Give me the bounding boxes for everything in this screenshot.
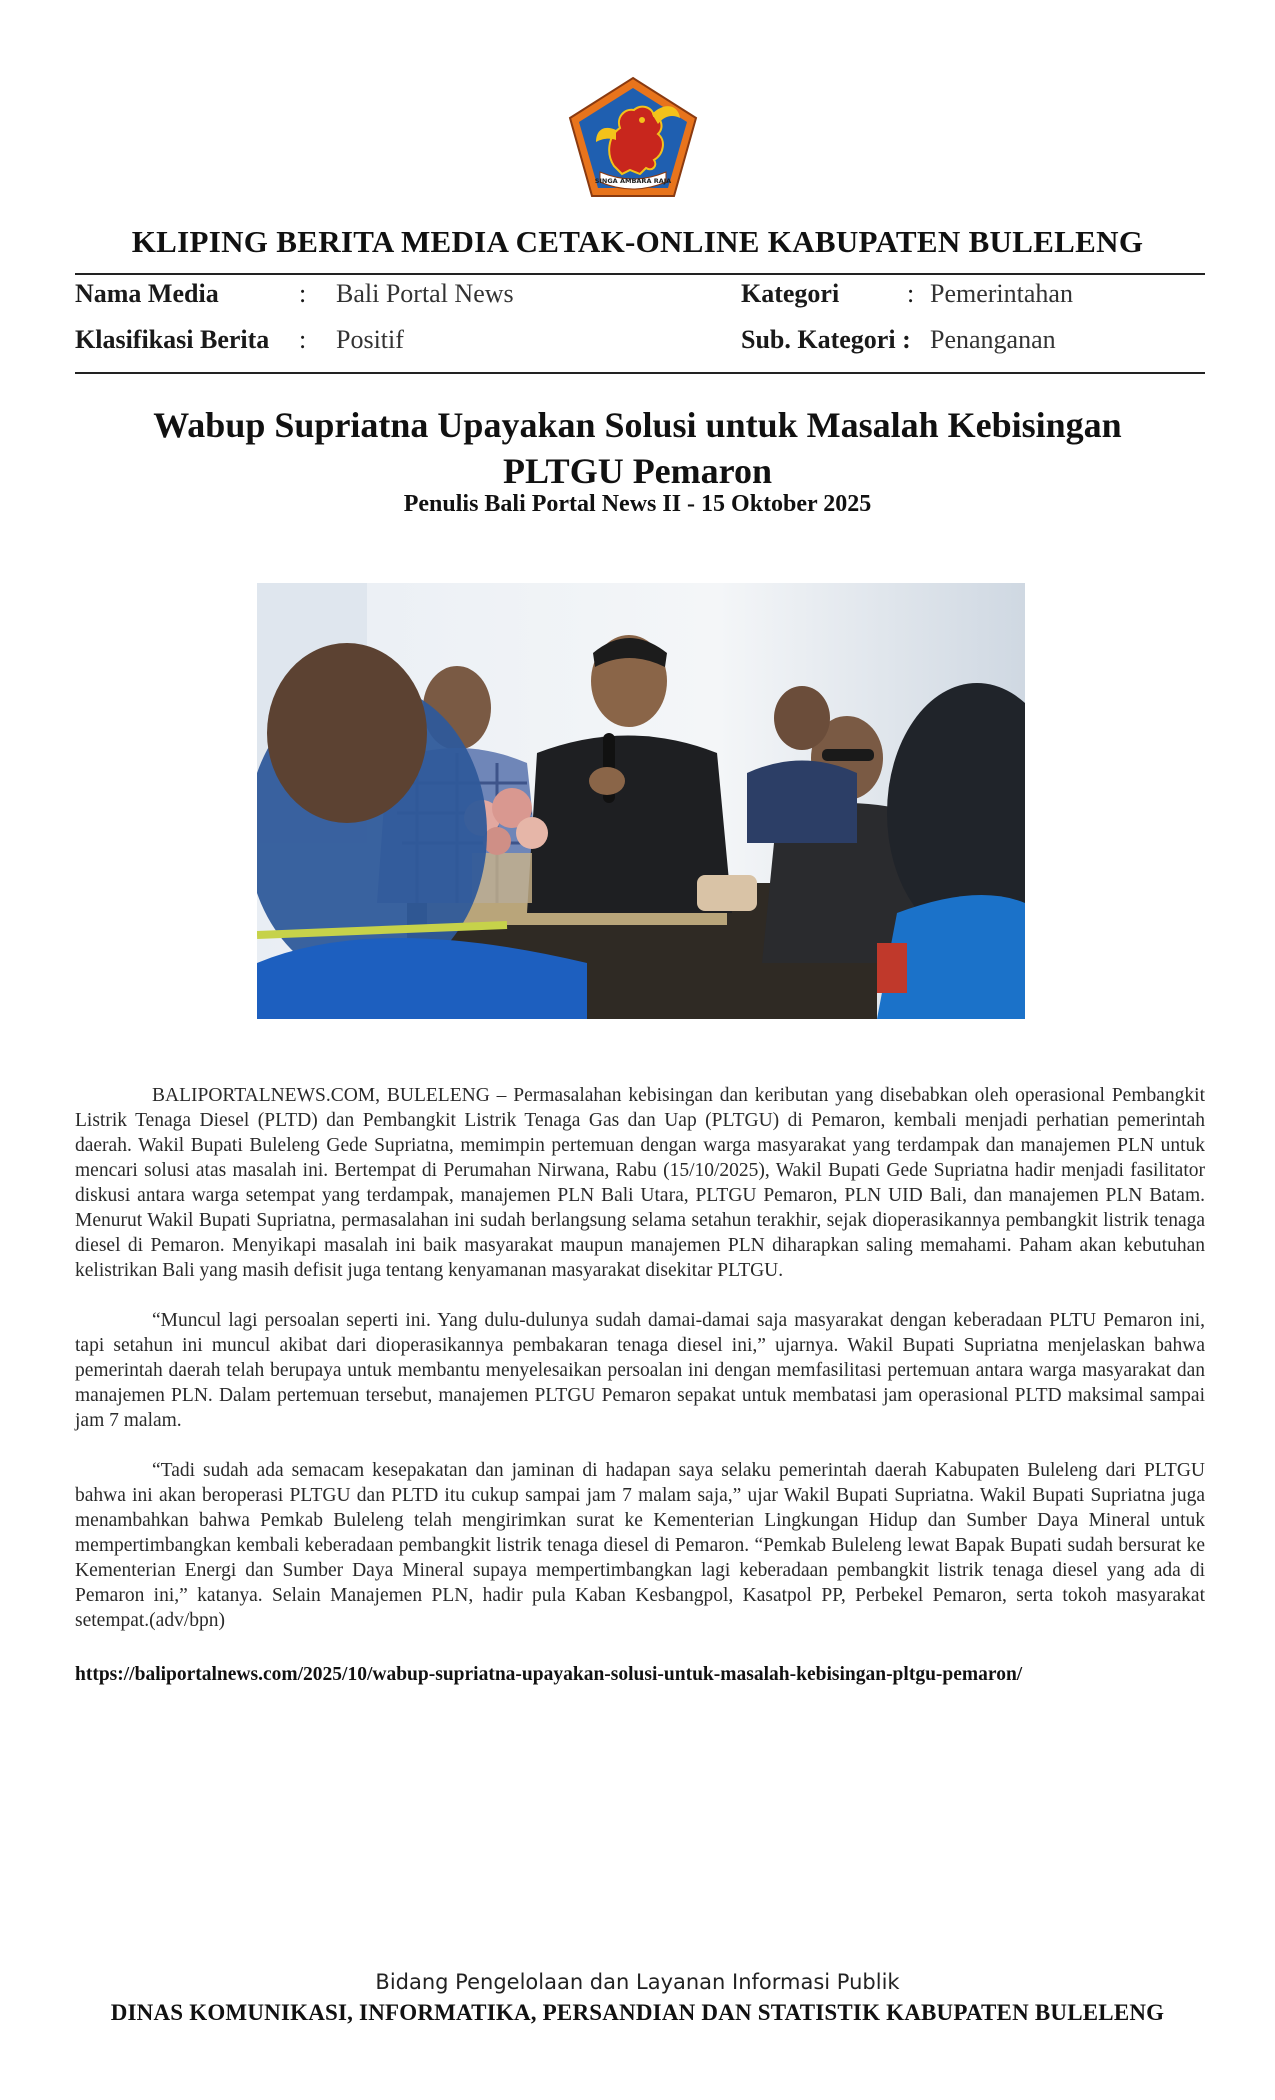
subcategory-value: Penanganan [930, 325, 1056, 354]
category-label: Kategori [741, 279, 840, 308]
article-title: Wabup Supriatna Upayakan Solusi untuk Masalah Kebisingan PLTGU Pemaron [153, 405, 1122, 491]
media-name-label: Nama Media [75, 279, 219, 308]
meta-row-media [75, 279, 1205, 319]
classification-colon: : [299, 325, 307, 354]
subcategory-label: Sub. Kategori : [741, 325, 911, 354]
article-paragraph-2: “Muncul lagi persoalan seperti ini. Yang dulu-dulunya sudah damai-damai saja masyarakat dengan keberadaan PLTU Pemaron ini, tapi setahun ini muncul akibat dari dioperasikannya pembakaran tenaga diesel ini,” ujarnya. Wakil Bupati Supriatna menjelaskan bahwa pemerintah daerah telah berupaya untuk membantu menyelesaikan persoalan ini dengan memfasilitasi pertemuan antara warga masyarakat dan manajemen PLN. Dalam pertemuan tersebut, manajemen PLTGU Pemaron sepakat untuk membatasi jam operasional PLTD maksimal sampai jam 7 malam. [75, 1310, 1205, 1431]
article-paragraph-3: “Tadi sudah ada semacam kesepakatan dan jaminan di hadapan saya selaku pemerintah daerah Kabupaten Buleleng dari PLTGU bahwa ini akan beroperasi PLTGU dan PLTD itu cukup sampai jam 7 malam saja,” ujar Wakil Bupati Supriatna. Wakil Bupati Supriatna juga menambahkan bahwa Pemkab Buleleng telah mengirimkan surat ke Kementerian Lingkungan Hidup dan Sumber Daya Mineral untuk mempertimbangkan kembali keberadaan pembangkit listrik tenaga diesel di Pemaron. “Pemkab Buleleng lewat Bapak Bupati sudah bersurat ke Kementerian Energi dan Sumber Daya Mineral supaya mempertimbangkan lagi keberadaan pembangkit listrik tenaga diesel yang ada di Pemaron ini,” katanya. Selain Manajemen PLN, hadir pula Kaban Kesbangpol, Kasatpol PP, Perbekel Pemaron, serta tokoh masyarakat setempat.(adv/bpn) [75, 1460, 1205, 1631]
media-name-value: Bali Portal News [336, 279, 514, 308]
classification-label: Klasifikasi Berita [75, 325, 270, 354]
category-colon: : [907, 279, 915, 308]
classification-value: Positif [336, 325, 404, 354]
buleleng-crest-logo [566, 74, 700, 200]
footer-division: Bidang Pengelolaan dan Layanan Informasi Publik [375, 1970, 900, 1994]
meta-row-classification [75, 325, 1205, 365]
logo-motto: SINGA AMBARA RAJA [594, 177, 672, 185]
footer-agency: DINAS KOMUNIKASI, INFORMATIKA, PERSANDIAN DAN STATISTIK KABUPATEN BULELENG [110, 2000, 1165, 2025]
article-byline: Penulis Bali Portal News II - 15 Oktober 2025 [403, 491, 872, 517]
article-paragraph-1: BALIPORTALNEWS.COM, BULELENG – Permasalahan kebisingan dan keributan yang disebabkan oleh operasional Pembangkit Listrik Tenaga Diesel (PLTD) dan Pembangkit Listrik Tenaga Gas dan Uap (PLTGU) di Pemaron, kembali menjadi perhatian pemerintah daerah. Wakil Bupati Buleleng Gede Supriatna, memimpin pertemuan dengan warga masyarakat yang terdampak dan manajemen PLN untuk mencari solusi atas masalah ini. Bertempat di Perumahan Nirwana, Rabu (15/10/2025), Wakil Bupati Gede Supriatna hadir menjadi fasilitator diskusi antara warga setempat yang terdampak, manajemen PLN Bali Utara, PLTGU Pemaron, PLN UID Bali, dan manajemen PLN Batam. Menurut Wakil Bupati Supriatna, permasalahan ini sudah berlangsung selama setahun terakhir, sejak dioperasikannya pembangkit listrik tenaga diesel di Pemaron. Menyikapi masalah ini baik masyarakat maupun manajemen PLN diharapkan saling memahami. Paham akan kebutuhan kelistrikan Bali yang masih defisit juga tentang kenyamanan masyarakat disekitar PLTGU. [75, 1085, 1205, 1281]
article-body [75, 1083, 1205, 1658]
media-name-colon: : [299, 279, 307, 308]
category-value: Pemerintahan [930, 279, 1073, 308]
divider-bottom [75, 372, 1205, 374]
article-source-link[interactable]: https://baliportalnews.com/2025/10/wabup-supriatna-upayakan-solusi-untuk-masalah-kebisingan-pltgu-pemaron/ [75, 1664, 1023, 1685]
clipping-header-title: KLIPING BERITA MEDIA CETAK-ONLINE KABUPATEN BULELENG [131, 224, 1144, 259]
divider-top [75, 273, 1205, 275]
article-photo [257, 583, 1025, 1019]
